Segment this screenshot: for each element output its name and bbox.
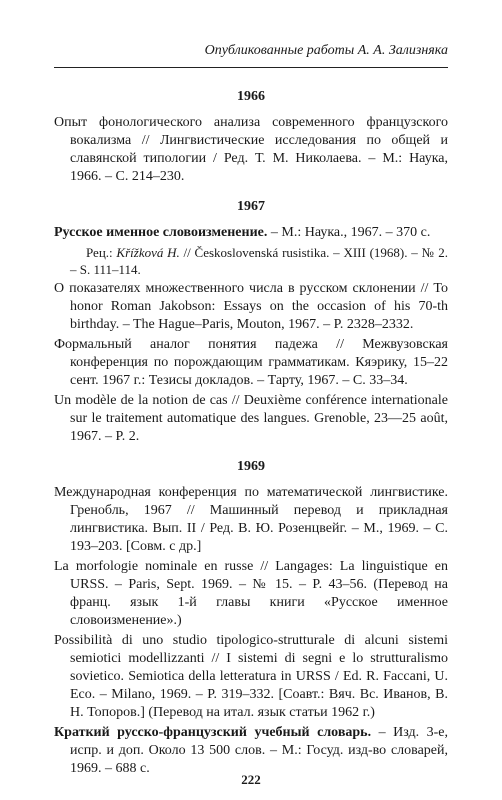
entry-details: – Изд. 3-е, испр. и доп. Около 13 500 слов. – М.: Госуд. изд-во словарей, 1969. – 688 с.: [70, 725, 448, 776]
review-prefix: Рец.:: [86, 245, 117, 260]
bibliography-entry: [54, 724, 448, 778]
section-1966: [54, 88, 448, 186]
book-title: Русское именное словоизменение.: [54, 225, 268, 240]
running-header: Опубликованные работы А. А. Зализняка: [204, 43, 448, 58]
bibliography-entry: Possibilità di uno studio tipologico-strutturale di alcuni sistemi semiotici modellizzanti // I sistemi di segni e lo strutturalismo sovietico. Semiotica della letteratura in URSS / Ed. R. Faccani, U. Eco. – Milano, 1969. – P. 319–332. [Соавт.: Вяч. Вс. Иванов, В. Н. Топоров.] (Перевод на итал. язык статьи 1962 г.): [54, 633, 448, 720]
year-heading: 1967: [237, 199, 265, 214]
section-1967: [54, 198, 448, 446]
bibliography-entry: Un modèle de la notion de cas // Deuxième conférence internationale sur le traitement automatique des langues. Grenoble, 23—25 août, 1967. – P. 2.: [54, 393, 448, 444]
book-title: Краткий русско-французский учебный словарь.: [54, 725, 372, 740]
bibliography-entry: Международная конференция по математической лингвистике. Гренобль, 1967 // Машинный перевод и прикладная лингвистика. Вып. II / Ред. В. Ю. Розенцвейг. – М., 1969. – С. 193–203. [Совм. с др.]: [54, 485, 448, 554]
bibliography-entry: [54, 224, 448, 242]
year-heading: 1966: [237, 89, 265, 104]
page-number: 222: [241, 772, 261, 787]
entry-details: – М.: Наука., 1967. – 370 с.: [267, 225, 431, 240]
bibliography-entry: О показателях множественного числа в русском склонении // To honor Roman Jakobson: Essays on the occasion of his 70-th birthday. – The Hague–Paris, Mouton, 1967. – P. 2328–2332.: [54, 281, 448, 332]
year-heading: 1969: [237, 459, 265, 474]
review-author: Křížková H.: [116, 245, 180, 260]
bibliography-entry: La morfologie nominale en russe // Langages: La linguistique en URSS. – Paris, Sept. 1969. – № 15. – P. 43–56. (Перевод на франц. язык 1-й главы книги «Русское именное словоизменение».): [54, 559, 448, 628]
bibliography-entry: Опыт фонологического анализа современного французского вокализма // Лингвистические исследования по общей и славянской типологии / Ред. Т. М. Николаева. – М.: Наука, 1966. – С. 214–230.: [54, 115, 448, 184]
bibliography-entry: Формальный аналог понятия падежа // Межвузовская конференция по порождающим грамматикам. Кяэрику, 15–22 сент. 1967 г.: Тезисы докладов. – Тарту, 1967. – С. 33–34.: [54, 337, 448, 388]
review-source: // Československá rusistika. – XIII (1968). – № 2. – S. 111–114.: [70, 245, 448, 277]
section-1969: [54, 458, 448, 778]
bibliography-content: [54, 86, 448, 780]
header-rule: [54, 67, 448, 68]
review-note: [54, 244, 448, 278]
